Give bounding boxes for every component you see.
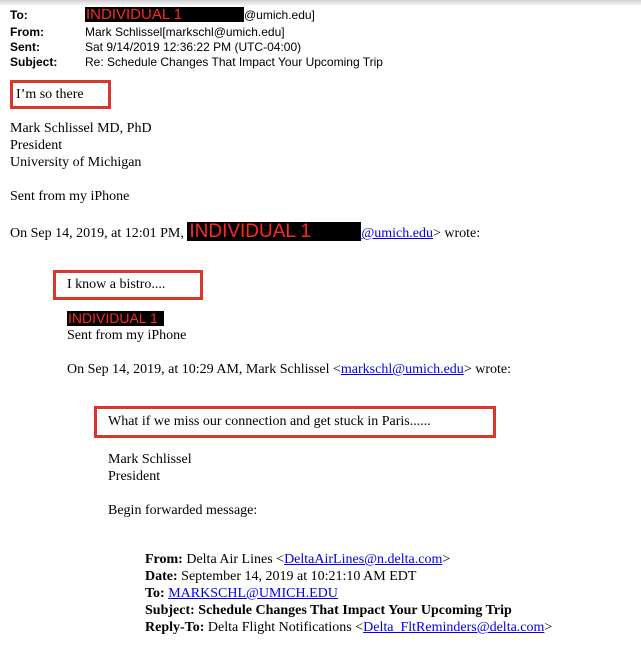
quote-1029-prefix: On Sep 14, 2019, at 10:29 AM, Mark Schlissel <	[67, 362, 341, 377]
forwarded-from-name: Delta Air Lines <	[186, 552, 285, 567]
redacted-name: INDIVIDUAL 1	[85, 7, 244, 22]
forwarded-date-value: September 14, 2019 at 10:21:10 AM EDT	[181, 569, 417, 584]
forwarded-from-email-link[interactable]: DeltaAirLines@n.delta.com	[284, 552, 443, 567]
forwarded-replyto-suffix: >	[544, 620, 553, 635]
forwarded-replyto-row	[145, 620, 552, 636]
reply1-text: I’m so there	[16, 87, 84, 102]
quote-1201-prefix: On Sep 14, 2019, at 12:01 PM,	[10, 226, 184, 241]
forwarded-date-label: Date:	[145, 569, 178, 584]
reply3-text: What if we miss our connection and get stuck in Paris......	[108, 414, 431, 429]
forwarded-to-email-link[interactable]: MARKSCHL@UMICH.EDU	[168, 586, 338, 601]
forwarded-replyto-label: Reply-To:	[145, 620, 205, 635]
header-from-value: Mark Schlissel[markschl@umich.edu]	[85, 25, 285, 39]
forwarded-from-suffix: >	[442, 552, 451, 567]
forwarded-intro: Begin forwarded message:	[108, 503, 258, 518]
reply3-signature-name: Mark Schlissel	[108, 452, 192, 467]
header-subject-label: Subject:	[10, 55, 58, 69]
reply2-text: I know a bistro....	[67, 277, 166, 292]
quote-1029-suffix: > wrote:	[463, 362, 511, 377]
forwarded-to-row	[145, 586, 338, 602]
forwarded-subject-label: Subject:	[145, 603, 195, 618]
forwarded-replyto-email-link[interactable]: Delta_FltReminders@delta.com	[363, 620, 545, 635]
quote-line-1201	[10, 222, 480, 242]
forwarded-from-row	[145, 552, 450, 568]
header-sent-label: Sent:	[10, 40, 40, 54]
reply1-signature-title: President	[10, 138, 63, 153]
forwarded-subject-value: Schedule Changes That Impact Your Upcoming Trip	[198, 603, 512, 618]
quote-line-1029	[67, 362, 511, 378]
header-subject-value: Re: Schedule Changes That Impact Your Upcoming Trip	[85, 55, 383, 69]
reply2-sent-from: Sent from my iPhone	[67, 328, 187, 343]
forwarded-from-label: From:	[145, 552, 183, 567]
redacted-name: INDIVIDUAL 1	[187, 222, 361, 241]
reply1-sent-from: Sent from my iPhone	[10, 189, 130, 204]
quote-1201-suffix: > wrote:	[432, 226, 481, 241]
forwarded-subject-row	[145, 603, 512, 619]
reply1-signature-name: Mark Schlissel MD, PhD	[10, 121, 152, 136]
reply3-signature-title: President	[108, 469, 161, 484]
header-to-label: To:	[10, 8, 28, 22]
header-to-domain: @umich.edu]	[244, 8, 315, 22]
header-from-label: From:	[10, 25, 44, 39]
forwarded-to-label: To:	[145, 586, 165, 601]
header-sent-value: Sat 9/14/2019 12:36:22 PM (UTC-04:00)	[85, 40, 302, 54]
redacted-name: INDIVIDUAL 1	[67, 311, 164, 326]
reply1-signature-org: University of Michigan	[10, 155, 142, 170]
forwarded-date-row	[145, 569, 416, 585]
forwarded-replyto-name: Delta Flight Notifications <	[207, 620, 364, 635]
quote-1029-email-link[interactable]: markschl@umich.edu	[340, 362, 464, 377]
quote-1201-email-link[interactable]: @umich.edu	[361, 226, 433, 241]
reply2-sender	[67, 311, 164, 328]
